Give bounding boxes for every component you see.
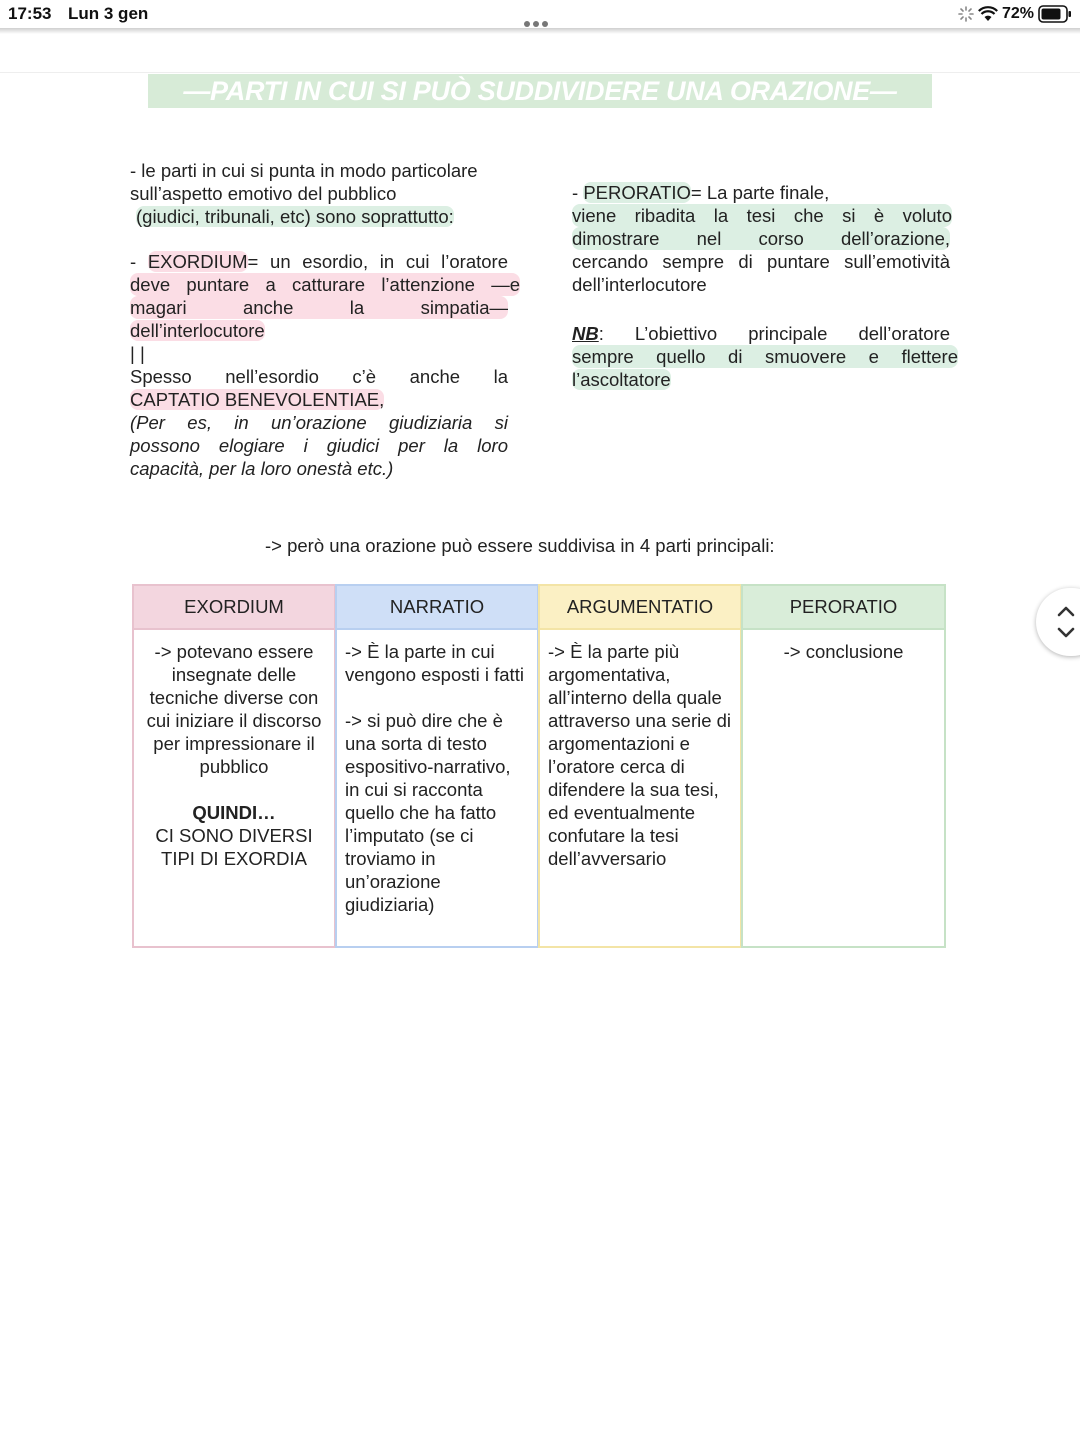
multitasking-dots-icon[interactable] (524, 14, 556, 20)
exordium-line-highlight: magari anche la simpatia— (130, 297, 508, 318)
peroratio-line (572, 227, 950, 250)
exordium-line-highlight: deve puntare a catturare l’attenzione —e (130, 274, 520, 295)
exordium-line (130, 273, 520, 296)
status-time: 17:53 (8, 4, 52, 23)
cell-text: -> si può dire che è una sorta di testo espositivo-narrativo, in cui si racconta quello che ha fatto l’imputato (se ci troviamo in un’orazione giudiziaria) (345, 710, 511, 915)
nb-line (572, 368, 950, 391)
cell-text: -> È la parte in cui vengono esposti i fatti (345, 641, 524, 685)
intro-line (130, 205, 520, 228)
cell-peroratio (743, 630, 944, 950)
peroratio-line-highlight: dimostrare nel corso dell’orazione, (572, 228, 950, 249)
page-title: —PARTI IN CUI SI PUÒ SUDDIVIDERE UNA ORAZIONE— (183, 76, 897, 106)
status-date: Lun 3 gen (68, 4, 149, 23)
column-narratio (335, 584, 539, 948)
peroratio-line (572, 204, 950, 227)
loading-spinner-icon (958, 6, 974, 22)
wifi-icon (978, 6, 998, 22)
title-highlight (148, 74, 932, 108)
peroratio-term: PERORATIO (583, 182, 691, 203)
cell-argumentatio (540, 630, 740, 950)
exordium-term: EXORDIUM (147, 251, 248, 272)
captatio-term: CAPTATIO BENEVOLENTIAE, (130, 389, 385, 410)
separator-bars: | | (130, 343, 145, 364)
nb-line-highlight: sempre quello di smuovere e flettere (572, 346, 958, 367)
status-indicators (958, 3, 1072, 25)
cell-text: CI SONO DIVERSI TIPI DI EXORDIA (155, 825, 313, 869)
battery-icon (1038, 5, 1072, 23)
example-line: (Per es, in un’orazione giudiziaria si (130, 412, 508, 433)
peroratio-line-highlight: viene ribadita la tesi che si è voluto (572, 205, 952, 226)
cell-narratio (337, 630, 537, 950)
exordium-line-highlight: dell’interlocutore (130, 320, 265, 341)
status-bar-shadow (0, 28, 1080, 34)
cell-text: -> È la parte più argomentativa, all’interno della quale attraverso una serie di argomentazioni e l’oratore cerca di difendere la sua tesi, ed eventualmente confutare la tesi dell’avversario (548, 641, 732, 869)
peroratio-line: dell’interlocutore (572, 274, 707, 295)
column-argumentatio (538, 584, 742, 948)
parts-table (132, 584, 946, 948)
intro-line: - le parti in cui si punta in modo particolare (130, 160, 478, 181)
column-peroratio (741, 584, 946, 948)
page-divider (0, 72, 1080, 73)
exordium-line (130, 319, 508, 342)
nb-paragraph (572, 322, 958, 391)
cell-exordium (134, 630, 334, 950)
header-peroratio: PERORATIO (743, 586, 944, 630)
intro-paragraph (130, 159, 520, 228)
cell-text: -> conclusione (783, 641, 904, 662)
peroratio-line: cercando sempre di puntare sull’emotività (572, 251, 950, 272)
nb-line (572, 345, 958, 368)
nb-line (572, 322, 950, 345)
header-narratio: NARRATIO (337, 586, 537, 630)
header-exordium: EXORDIUM (134, 586, 334, 630)
peroratio-line: - PERORATIO= La parte finale, (572, 182, 830, 203)
nb-line-text: : L’obiettivo principale dell’oratore (598, 323, 950, 344)
captatio-line (130, 388, 508, 411)
cell-bold-text: QUINDI… (192, 802, 276, 823)
peroratio-paragraph (572, 181, 950, 296)
intro-line: sull’aspetto emotivo del pubblico (130, 183, 397, 204)
status-bar (0, 0, 1080, 30)
exordium-line-text: = un esordio, in cui l’oratore (247, 251, 508, 272)
exordium-line (130, 296, 508, 319)
battery-percentage: 72% (1001, 5, 1034, 22)
header-argumentatio: ARGUMENTATIO (540, 586, 740, 630)
example-line: capacità, per la loro onestà etc.) (130, 458, 394, 479)
nb-label: NB (572, 323, 599, 344)
table-intro: -> però una orazione può essere suddivisa in 4 parti principali: (265, 535, 775, 556)
nb-line-highlight: l’ascoltatore (572, 369, 671, 390)
peroratio-line-text: = La parte finale, (690, 182, 830, 203)
cell-text: -> potevano essere insegnate delle tecniche diverse con cui iniziare il discorso per impressionare il pubblico (146, 641, 322, 777)
chevron-up-down-icon[interactable] (1056, 602, 1076, 642)
intro-line-highlight: (giudici, tribunali, etc) sono soprattutto: (136, 206, 454, 227)
exordium-paragraph (130, 250, 520, 480)
example-line: possono elogiare i giudici per la loro (130, 435, 508, 456)
spesso-line: Spesso nell’esordio c’è anche la (130, 366, 508, 387)
page-nav-button[interactable] (1036, 588, 1080, 656)
exordium-line: - EXORDIUM= un esordio, in cui l’oratore (130, 251, 508, 272)
column-exordium (132, 584, 336, 948)
